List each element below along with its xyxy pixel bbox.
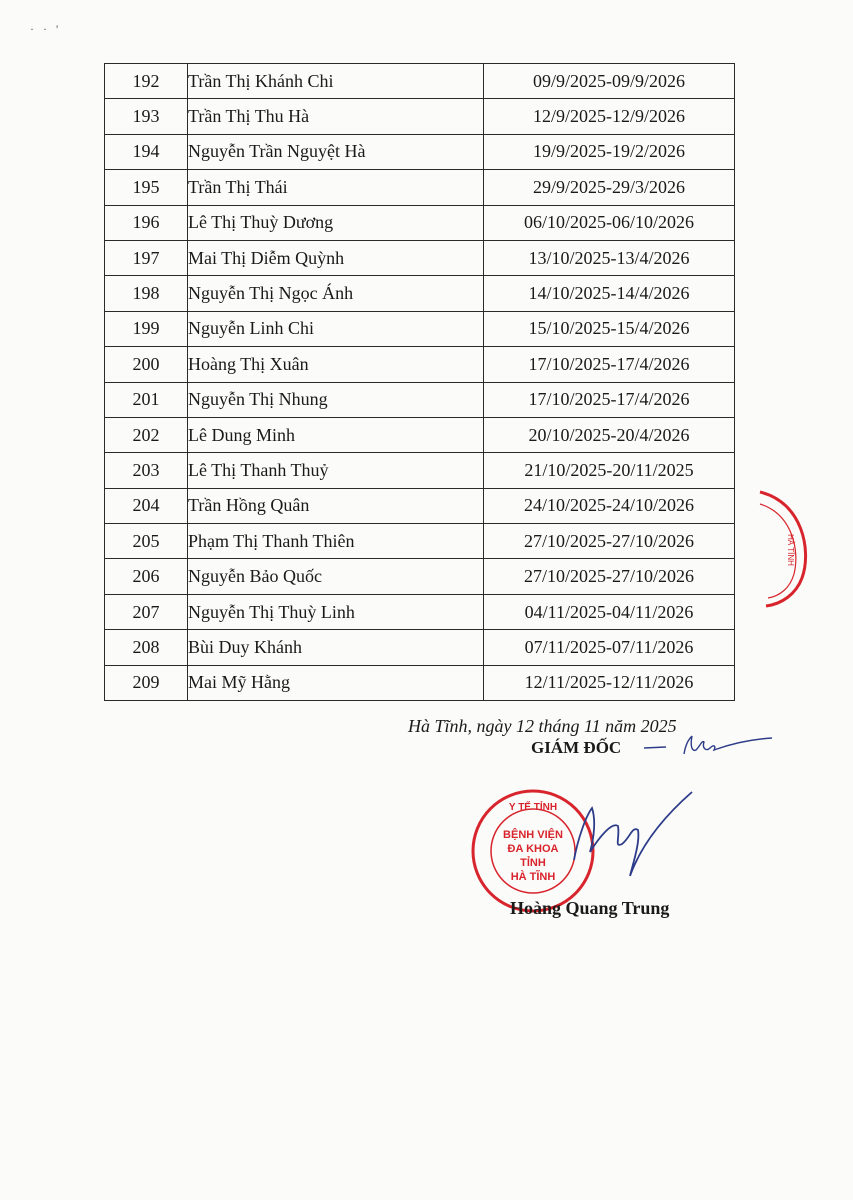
row-number: 202 (105, 417, 188, 452)
contract-period: 04/11/2025-04/11/2026 (484, 594, 735, 629)
contract-period: 19/9/2025-19/2/2026 (484, 134, 735, 169)
table-row (105, 488, 735, 523)
row-number: 194 (105, 134, 188, 169)
table-row (105, 134, 735, 169)
table-row (105, 311, 735, 346)
margin-seal-text: HÀ TĨNH (786, 534, 795, 566)
roster-table (104, 63, 735, 701)
table-row (105, 524, 735, 559)
contract-period: 17/10/2025-17/4/2026 (484, 382, 735, 417)
row-number: 200 (105, 347, 188, 382)
signer-name: Hoàng Quang Trung (510, 898, 670, 918)
contract-period: 06/10/2025-06/10/2026 (484, 205, 735, 240)
row-number: 201 (105, 382, 188, 417)
table-row (105, 630, 735, 665)
table-row (105, 594, 735, 629)
table-row (105, 240, 735, 275)
employee-name: Trần Thị Thu Hà (188, 99, 484, 134)
table-row (105, 205, 735, 240)
employee-name: Trần Thị Thái (188, 170, 484, 205)
place-date: Hà Tĩnh, ngày 12 tháng 11 năm 2025 (408, 716, 677, 736)
row-number: 197 (105, 240, 188, 275)
contract-period: 21/10/2025-20/11/2025 (484, 453, 735, 488)
row-number: 198 (105, 276, 188, 311)
row-number: 203 (105, 453, 188, 488)
row-number: 208 (105, 630, 188, 665)
contract-period: 17/10/2025-17/4/2026 (484, 347, 735, 382)
row-number: 206 (105, 559, 188, 594)
employee-name: Lê Thị Thanh Thuỷ (188, 453, 484, 488)
employee-name: Hoàng Thị Xuân (188, 347, 484, 382)
row-number: 207 (105, 594, 188, 629)
employee-name: Phạm Thị Thanh Thiên (188, 524, 484, 559)
roster-table-body (105, 64, 735, 701)
seal-line-3: TỈNH (520, 857, 546, 869)
table-row (105, 665, 735, 700)
contract-period: 15/10/2025-15/4/2026 (484, 311, 735, 346)
seal-line-2: ĐA KHOA (507, 843, 559, 855)
row-number: 199 (105, 311, 188, 346)
employee-name: Lê Dung Minh (188, 417, 484, 452)
row-number: 196 (105, 205, 188, 240)
row-number: 193 (105, 99, 188, 134)
employee-name: Trần Hồng Quân (188, 488, 484, 523)
contract-period: 09/9/2025-09/9/2026 (484, 64, 735, 99)
row-number: 192 (105, 64, 188, 99)
official-seal (468, 786, 598, 916)
contract-period: 12/11/2025-12/11/2026 (484, 665, 735, 700)
table-row (105, 347, 735, 382)
employee-name: Nguyễn Thị Ngọc Ánh (188, 276, 484, 311)
seal-line-4: HÀ TĨNH (510, 871, 556, 883)
employee-name: Mai Mỹ Hằng (188, 665, 484, 700)
initial-mark (640, 728, 780, 762)
scan-specks: · · ' (30, 22, 62, 36)
contract-period: 27/10/2025-27/10/2026 (484, 559, 735, 594)
table-row (105, 382, 735, 417)
employee-name: Lê Thị Thuỳ Dương (188, 205, 484, 240)
employee-name: Nguyễn Thị Nhung (188, 382, 484, 417)
employee-name: Trần Thị Khánh Chi (188, 64, 484, 99)
row-number: 204 (105, 488, 188, 523)
table-row (105, 417, 735, 452)
table-row (105, 276, 735, 311)
table-row (105, 559, 735, 594)
seal-ring-text: Y TẾ TỈNH (508, 802, 558, 813)
margin-seal (752, 488, 812, 608)
contract-period: 07/11/2025-07/11/2026 (484, 630, 735, 665)
seal-line-1: BỆNH VIỆN (503, 829, 563, 841)
table-row (105, 453, 735, 488)
row-number: 205 (105, 524, 188, 559)
contract-period: 27/10/2025-27/10/2026 (484, 524, 735, 559)
employee-name: Nguyễn Thị Thuỳ Linh (188, 594, 484, 629)
signer-title: GIÁM ĐỐC (531, 738, 622, 757)
contract-period: 24/10/2025-24/10/2026 (484, 488, 735, 523)
contract-period: 14/10/2025-14/4/2026 (484, 276, 735, 311)
director-signature (560, 786, 700, 886)
employee-name: Nguyễn Trần Nguyệt Hà (188, 134, 484, 169)
table-row (105, 170, 735, 205)
employee-name: Bùi Duy Khánh (188, 630, 484, 665)
employee-name: Nguyễn Linh Chi (188, 311, 484, 346)
contract-period: 13/10/2025-13/4/2026 (484, 240, 735, 275)
table-row (105, 64, 735, 99)
contract-period: 20/10/2025-20/4/2026 (484, 417, 735, 452)
contract-period: 29/9/2025-29/3/2026 (484, 170, 735, 205)
employee-name: Nguyễn Bảo Quốc (188, 559, 484, 594)
contract-period: 12/9/2025-12/9/2026 (484, 99, 735, 134)
employee-name: Mai Thị Diễm Quỳnh (188, 240, 484, 275)
row-number: 209 (105, 665, 188, 700)
table-row (105, 99, 735, 134)
row-number: 195 (105, 170, 188, 205)
